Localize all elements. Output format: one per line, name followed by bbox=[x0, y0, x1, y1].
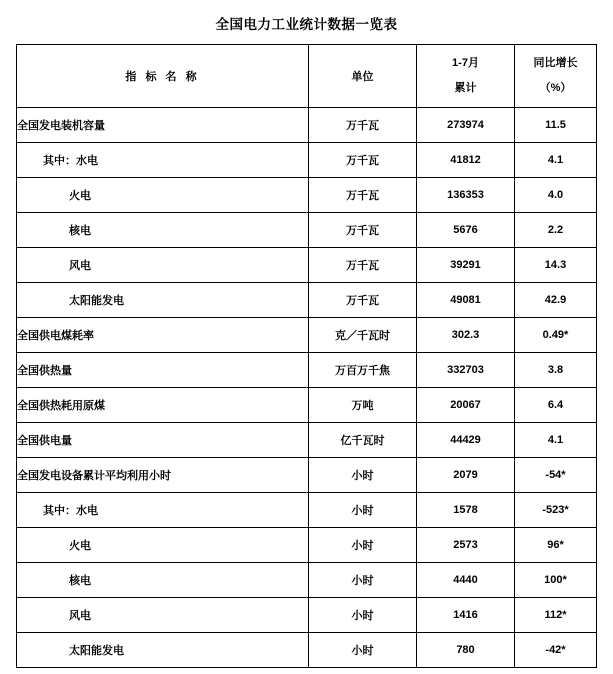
cell-unit: 小时 bbox=[309, 563, 417, 598]
cell-growth: 100* bbox=[515, 563, 597, 598]
column-header-indicator: 指 标 名 称 bbox=[17, 45, 309, 108]
cell-value: 44429 bbox=[417, 423, 515, 458]
table-row bbox=[17, 353, 597, 388]
column-header-period bbox=[417, 45, 515, 108]
cell-growth: 14.3 bbox=[515, 248, 597, 283]
cell-indicator-name: 火电 bbox=[17, 178, 309, 213]
column-header-period-line2: 累计 bbox=[454, 82, 477, 94]
cell-indicator-name: 风电 bbox=[17, 248, 309, 283]
cell-growth: 4.0 bbox=[515, 178, 597, 213]
cell-unit: 万千瓦 bbox=[309, 178, 417, 213]
cell-value: 49081 bbox=[417, 283, 515, 318]
table-row bbox=[17, 388, 597, 423]
cell-unit: 小时 bbox=[309, 493, 417, 528]
cell-indicator-name: 风电 bbox=[17, 598, 309, 633]
column-header-growth-line2: （%） bbox=[539, 82, 572, 94]
cell-unit: 亿千瓦时 bbox=[309, 423, 417, 458]
table-row bbox=[17, 633, 597, 668]
cell-growth: 96* bbox=[515, 528, 597, 563]
table-row bbox=[17, 143, 597, 178]
cell-value: 136353 bbox=[417, 178, 515, 213]
cell-value: 41812 bbox=[417, 143, 515, 178]
table-row bbox=[17, 493, 597, 528]
table-header bbox=[17, 45, 597, 108]
table-row bbox=[17, 318, 597, 353]
table-row bbox=[17, 108, 597, 143]
table-row bbox=[17, 178, 597, 213]
cell-growth: 4.1 bbox=[515, 423, 597, 458]
cell-growth: 11.5 bbox=[515, 108, 597, 143]
table-row bbox=[17, 528, 597, 563]
table-row bbox=[17, 283, 597, 318]
statistics-table bbox=[16, 44, 597, 668]
column-header-period-line1: 1-7月 bbox=[452, 57, 479, 69]
cell-value: 302.3 bbox=[417, 318, 515, 353]
table-row bbox=[17, 248, 597, 283]
cell-value: 20067 bbox=[417, 388, 515, 423]
cell-value: 5676 bbox=[417, 213, 515, 248]
cell-unit: 万千瓦 bbox=[309, 143, 417, 178]
page-title: 全国电力工业统计数据一览表 bbox=[215, 17, 398, 32]
cell-value: 2079 bbox=[417, 458, 515, 493]
cell-indicator-name: 全国供热量 bbox=[17, 353, 309, 388]
table-row bbox=[17, 458, 597, 493]
cell-indicator-name: 全国发电装机容量 bbox=[17, 108, 309, 143]
table-row bbox=[17, 423, 597, 458]
table-row bbox=[17, 598, 597, 633]
cell-value: 2573 bbox=[417, 528, 515, 563]
cell-unit: 小时 bbox=[309, 633, 417, 668]
cell-value: 332703 bbox=[417, 353, 515, 388]
cell-unit: 小时 bbox=[309, 598, 417, 633]
cell-unit: 万吨 bbox=[309, 388, 417, 423]
cell-unit: 万千瓦 bbox=[309, 283, 417, 318]
cell-growth: 112* bbox=[515, 598, 597, 633]
column-header-unit: 单位 bbox=[309, 45, 417, 108]
cell-indicator-name: 其中：水电 bbox=[17, 493, 309, 528]
cell-unit: 小时 bbox=[309, 528, 417, 563]
cell-value: 273974 bbox=[417, 108, 515, 143]
cell-growth: 42.9 bbox=[515, 283, 597, 318]
cell-unit: 小时 bbox=[309, 458, 417, 493]
column-header-growth-line1: 同比增长 bbox=[533, 57, 578, 69]
cell-indicator-name: 全国供热耗用原煤 bbox=[17, 388, 309, 423]
cell-unit: 万百万千焦 bbox=[309, 353, 417, 388]
cell-indicator-name: 核电 bbox=[17, 213, 309, 248]
cell-unit: 万千瓦 bbox=[309, 108, 417, 143]
table-body bbox=[17, 108, 597, 668]
column-header-growth bbox=[515, 45, 597, 108]
cell-unit: 万千瓦 bbox=[309, 248, 417, 283]
cell-indicator-name: 全国供电量 bbox=[17, 423, 309, 458]
table-header-row bbox=[17, 45, 597, 108]
cell-value: 1416 bbox=[417, 598, 515, 633]
cell-indicator-name: 全国供电煤耗率 bbox=[17, 318, 309, 353]
table-row bbox=[17, 213, 597, 248]
cell-growth: 0.49* bbox=[515, 318, 597, 353]
cell-value: 39291 bbox=[417, 248, 515, 283]
cell-indicator-name: 全国发电设备累计平均利用小时 bbox=[17, 458, 309, 493]
cell-indicator-name: 太阳能发电 bbox=[17, 283, 309, 318]
cell-unit: 万千瓦 bbox=[309, 213, 417, 248]
cell-indicator-name: 太阳能发电 bbox=[17, 633, 309, 668]
table-row bbox=[17, 563, 597, 598]
cell-growth: 6.4 bbox=[515, 388, 597, 423]
cell-value: 1578 bbox=[417, 493, 515, 528]
cell-indicator-name: 火电 bbox=[17, 528, 309, 563]
cell-indicator-name: 其中：水电 bbox=[17, 143, 309, 178]
cell-unit: 克／千瓦时 bbox=[309, 318, 417, 353]
cell-growth: 3.8 bbox=[515, 353, 597, 388]
cell-growth: -523* bbox=[515, 493, 597, 528]
cell-indicator-name: 核电 bbox=[17, 563, 309, 598]
cell-growth: 4.1 bbox=[515, 143, 597, 178]
cell-value: 780 bbox=[417, 633, 515, 668]
cell-value: 4440 bbox=[417, 563, 515, 598]
cell-growth: -54* bbox=[515, 458, 597, 493]
cell-growth: 2.2 bbox=[515, 213, 597, 248]
cell-growth: -42* bbox=[515, 633, 597, 668]
